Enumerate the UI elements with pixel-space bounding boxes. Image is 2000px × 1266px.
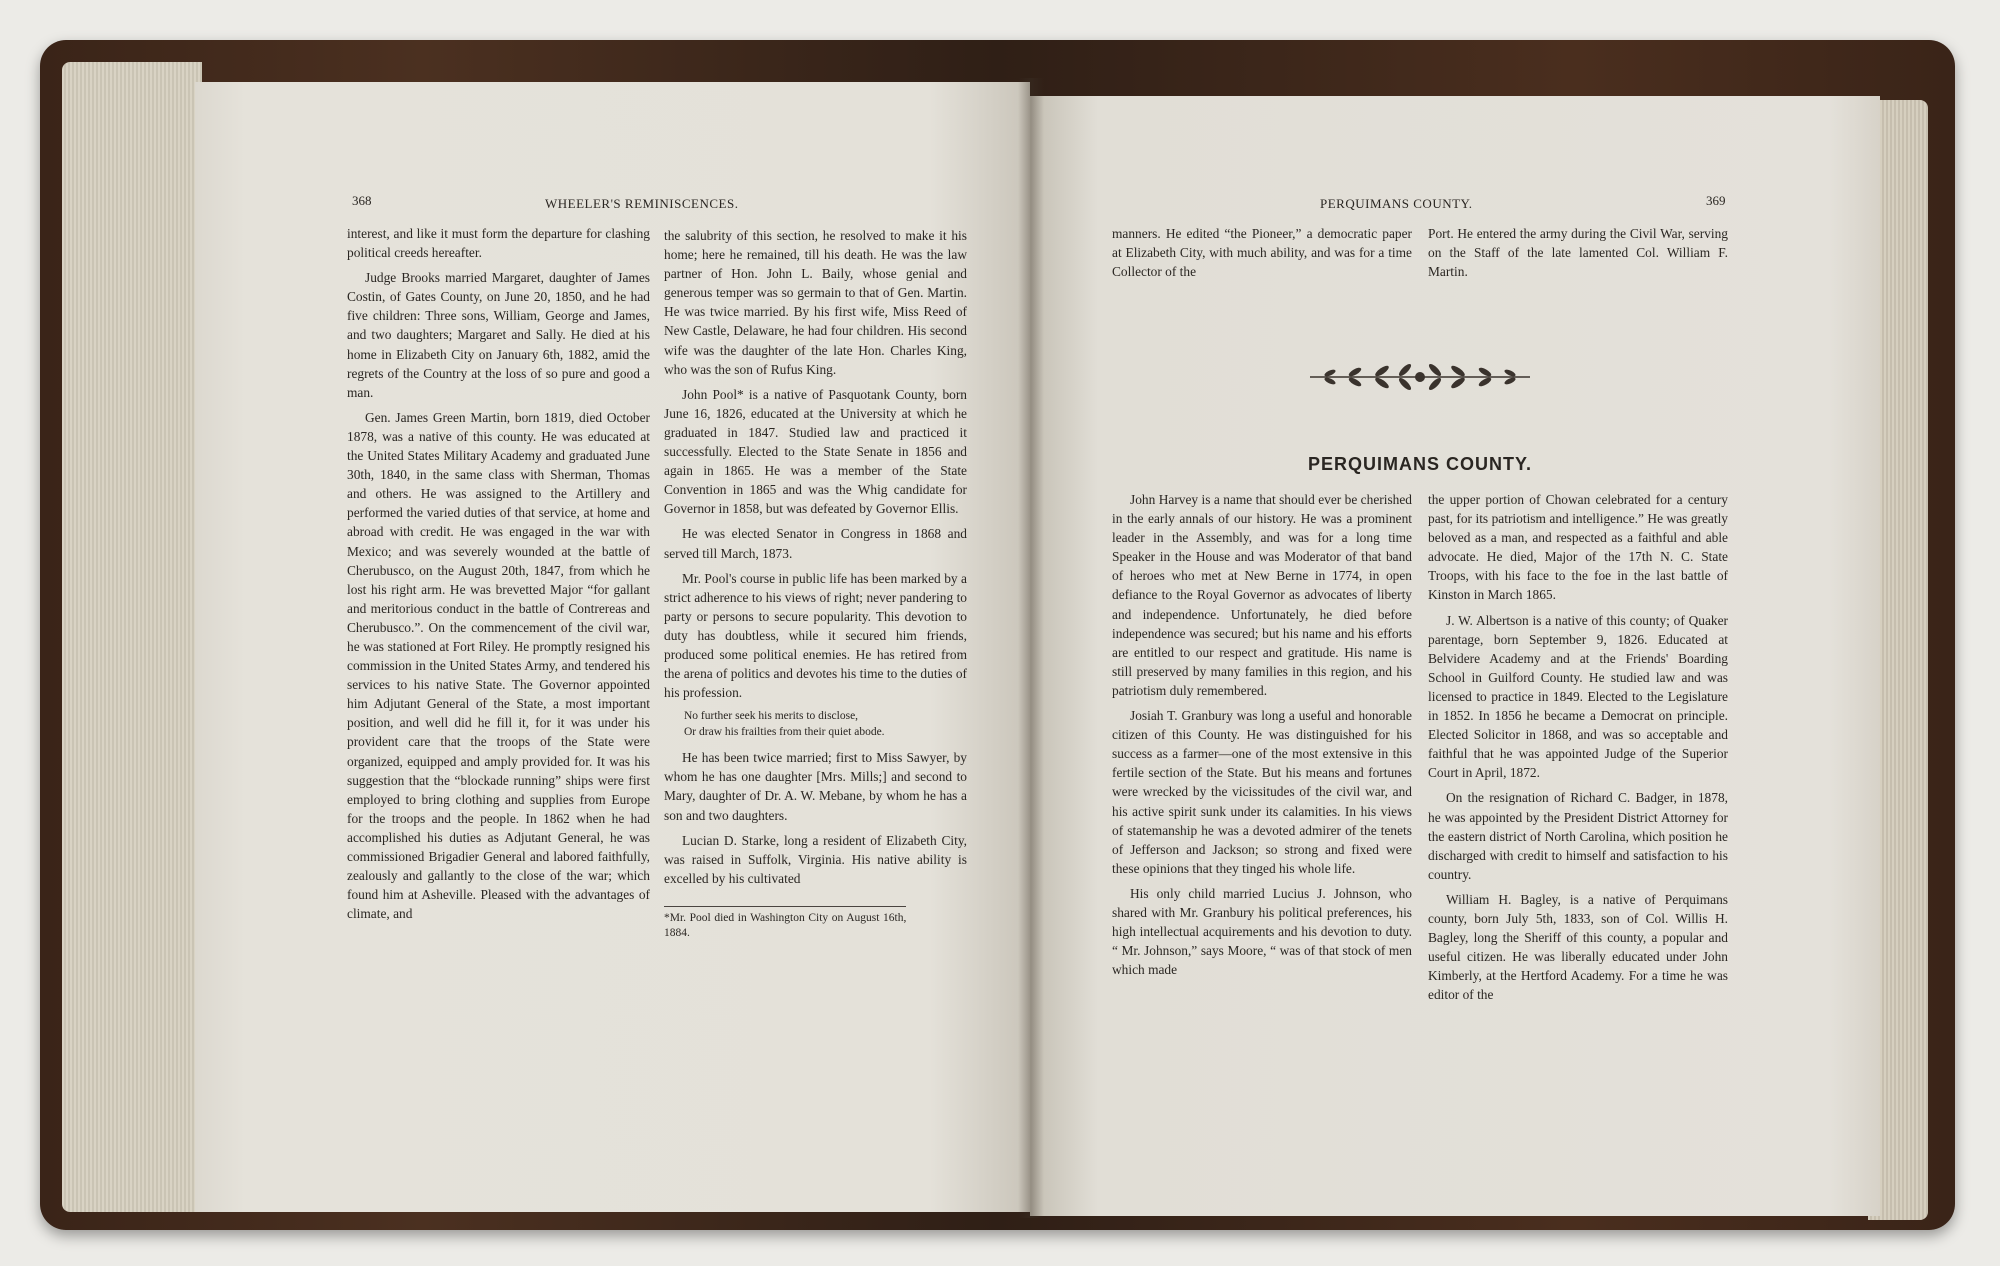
paragraph: J. W. Albertson is a native of this county; of Quaker parentage, born September 9, 1826. Educated at Belvidere Academy and at the Friends' Boarding School in Guilford County. He studied law and was licensed to practice in 1849. Elected to the Legislature in 1852. In 1856 he became a Democrat on principle. Elected Solicitor in 1868, and was so acceptable and faithful that he was appointed Judge of the Superior Court in April, 1872. — [1428, 612, 1728, 781]
right-running-head: PERQUIMANS COUNTY. — [1320, 196, 1473, 211]
verse-line: No further seek his merits to disclose, — [684, 710, 859, 723]
right-page-number: 369 — [1706, 193, 1726, 208]
left-column-2 — [664, 226, 967, 941]
paragraph: Lucian D. Starke, long a resident of Elizabeth City, was raised in Suffolk, Virginia. His native ability is excelled by his cultivated — [664, 832, 967, 886]
paragraph: His only child married Lucius J. Johnson, who shared with Mr. Granbury his political preferences, his high intellectual acquirements and his devotion to duty. “ Mr. Johnson,” says Moore, “ was of that stock of men which made — [1112, 885, 1412, 978]
paragraph: Mr. Pool's course in public life has been marked by a strict adherence to his views of right; never pandering to party or persons to secure popularity. This devotion to duty has doubtless, while it secured him friends, produced some political enemies. He has retired from the arena of politics and devotes his time to the duties of his profession. — [664, 570, 967, 701]
section-heading: PERQUIMANS COUNTY. — [1307, 454, 1532, 474]
decorative-ornament-icon — [1300, 362, 1540, 392]
book-gutter — [1018, 78, 1044, 1218]
page-edges-left — [62, 62, 202, 1212]
paragraph: Judge Brooks married Margaret, daughter of James Costin, of Gates County, on June 20, 1850, and he had five children: Three sons, William, George and James, and two daughters; Margaret and Sally. He died at his home in Elizabeth City on January 6th, 1882, amid the regrets of the Country at the loss of so pure and good a man. — [347, 270, 650, 400]
paragraph: William H. Bagley, is a native of Perquimans county, born July 5th, 1833, son of Col. Willis H. Bagley, long the Sheriff of this county, a popular and useful citizen. He was liberally educated under John Kimberly, at the Hertford Academy. For a time he was editor of the — [1428, 891, 1728, 1003]
paragraph: He has been twice married; first to Miss Sawyer, by whom he has one daughter [Mrs. Mills;] and second to Mary, daughter of Dr. A. W. Mebane, by whom he has a son and two daughters. — [664, 750, 967, 823]
paragraph: Josiah T. Granbury was long a useful and honorable citizen of this County. He was distinguished for his success as a farmer—one of the most extensive in this fertile section of the State. But his means and fortunes were wrecked by the vicissitudes of the civil war, and his active spirit sunk under its calamities. In his views of statemanship he was a devoted admirer of the tenets of Jefferson and Jackson; so strong and fixed were these opinions that they tinged his whole life. — [1112, 708, 1412, 876]
verse-line: Or draw his frailties from their quiet abode. — [684, 726, 885, 739]
right-top-column-2 — [1428, 224, 1728, 287]
left-page-number: 368 — [352, 193, 372, 208]
paragraph: John Pool* is a native of Pasquotank County, born June 16, 1826, educated at the University at which he graduated in 1847. Studied law and practiced it successfully. Elected to the State Senate in 1856 and again in 1865. He was a member of the State Convention in 1865 and was the Whig candidate for Governor in 1858, but was defeated by Governor Ellis. — [664, 386, 967, 517]
right-column-2 — [1428, 490, 1728, 1010]
left-running-head: WHEELER'S REMINISCENCES. — [545, 196, 739, 211]
paragraph: the upper portion of Chowan celebrated for a century past, for its patriotism and intelligence.” He was greatly beloved as a man, and respected as a faithful and able advocate. He died, Major of the 17th N. C. State Troops, with his face to the foe in the last battle of Kinston in March 1865. — [1428, 492, 1728, 603]
right-top-column-1 — [1112, 224, 1412, 287]
paragraph: manners. He edited “the Pioneer,” a democratic paper at Elizabeth City, with much ability, and was for a time Collector of the — [1112, 226, 1412, 280]
paragraph: He was elected Senator in Congress in 1868 and served till March, 1873. — [664, 526, 967, 561]
paragraph: Gen. James Green Martin, born 1819, died October 1878, was a native of this county. He was educated at the United States Military Academy and graduated June 30th, 1840, in the same class with Sherman, Thomas and others. He was assigned to the Artillery and performed the varied duties of that service, at home and abroad with credit. He was engaged in the war with Mexico; and was severely wounded at the battle of Cherubusco, on the August 20th, 1847, from which he lost his right arm. He was brevetted Major “for gallant and meritorious conduct in the battle of Contrereas and Cherubusco.”. On the commencement of the civil war, he was stationed at Fort Riley. He promptly resigned his commission in the United States Army, and tendered his services to his native State. The Governor appointed him Adjutant General of the State, a most important position, and well did he fill it, for it was under his provident care that the troops of the State were organized, equipped and amply provided for. It was his suggestion that the “blockade running” ships were first employed to bring clothing and supplies from Europe for the troops and the people. In 1862 when he had accomplished his duties as Adjutant General, he was commissioned Brigadier General and labored faithfully, zealously and gallantly to the close of the war; which found him at Asheville. Pleased with the advantages of climate, and — [347, 409, 650, 922]
footnote: *Mr. Pool died in Washington City on August 16th, 1884. — [664, 906, 906, 941]
paragraph: the salubrity of this section, he resolved to make it his home; here he remained, till his death. He was the law partner of Hon. John L. Baily, whose genial and generous temper was so germain to that of Gen. Martin. He was twice married. By his first wife, Miss Reed of New Castle, Delaware, he had four children. His second wife was the daughter of the late Hon. Charles King, who was the son of Rufus King. — [664, 228, 967, 377]
paragraph: On the resignation of Richard C. Badger, in 1878, he was appointed by the President District Attorney for the eastern district of North Carolina, which position he discharged with credit to himself and satisfaction to his country. — [1428, 790, 1728, 882]
paragraph: John Harvey is a name that should ever be cherished in the early annals of our history. He was a prominent leader in the Assembly, and was for a long time Speaker in the House and was Moderator of that band of heroes who met at New Berne in 1774, in open defiance to the Royal Governor as advocates of liberty and independence. Unfortunately, he died before independence was secured; but his name and his efforts are entitled to our respect and gratitude. His name is still preserved by many families in this region, and his patriotism duly remembered. — [1112, 492, 1412, 698]
verse-quote — [684, 708, 967, 740]
paragraph: interest, and like it must form the departure for clashing political creeds hereafter. — [347, 226, 650, 261]
right-column-1 — [1112, 490, 1412, 985]
paragraph: Port. He entered the army during the Civil War, serving on the Staff of the late lamented Col. William F. Martin. — [1428, 226, 1728, 280]
left-column-1 — [347, 224, 650, 929]
